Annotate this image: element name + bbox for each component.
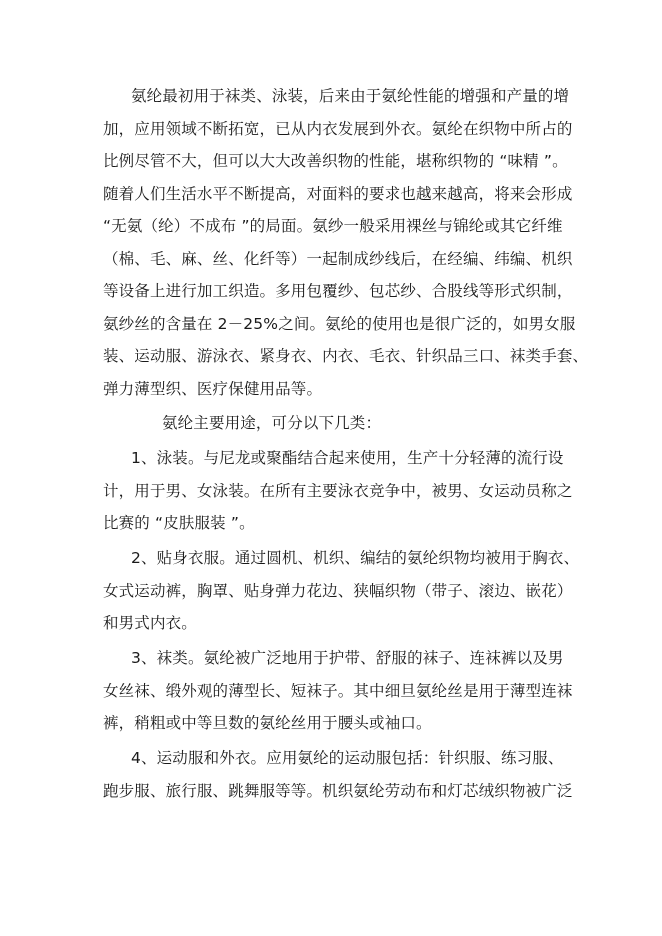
text-line: 1、泳装。与尼龙或聚酯结合起来使用，生产十分轻薄的流行设	[131, 449, 564, 467]
text-line: 比赛的 “皮肤服装 ”。	[103, 514, 255, 532]
text-line: 女丝袜、缎外观的薄型长、短袜子。其中细旦氨纶丝是用于薄型连袜	[103, 682, 573, 700]
text-line: 跑步服、旅行服、跳舞服等等。机织氨纶劳动布和灯芯绒织物被广泛	[103, 782, 573, 800]
text-line: 4、运动服和外衣。应用氨纶的运动服包括：针织服、练习服、	[131, 749, 564, 767]
text-line: 裤，稍粗或中等旦数的氨纶丝用于腰头或袖口。	[103, 714, 432, 732]
text-line: （棉、毛、麻、丝、化纤等）一起制成纱线后，在经编、纬编、机织	[103, 250, 573, 268]
section-heading: 氨纶主要用途，可分以下几类：	[162, 414, 382, 432]
text-line: “无氨（纶）不成布 ”的局面。氨纱一般采用裸丝与锦纶或其它纤维	[103, 217, 563, 235]
text-line: 女式运动裤，胸罩、贴身弹力花边、狭幅织物（带子、滚边、嵌花）	[103, 582, 573, 600]
text-line: 装、运动服、游泳衣、紧身衣、内衣、毛衣、针织品三口、袜类手套、	[103, 347, 589, 365]
text-line: 3、袜类。氨纶被广泛地用于护带、舒服的袜子、连袜裤以及男	[131, 649, 564, 667]
text-line: 随着人们生活水平不断提高，对面料的要求也越来越高，将来会形成	[103, 185, 573, 203]
text-line: 比例尽管不大，但可以大大改善织物的性能，堪称织物的 “味精 ”。	[103, 152, 568, 170]
text-line: 2、贴身衣服。通过圆机、机织、编结的氨纶织物均被用于胸衣、	[131, 549, 580, 567]
text-line: 和男式内衣。	[103, 614, 197, 632]
text-line: 弹力薄型织、医疗保健用品等。	[103, 380, 323, 398]
text-line: 氨纱丝的含量在 2－25%之间。氨纶的使用也是很广泛的，如男女服	[103, 315, 576, 333]
text-line: 等设备上进行加工织造。多用包覆纱、包芯纱、合股线等形式织制，	[103, 282, 573, 300]
text-line: 加，应用领域不断拓宽，已从内衣发展到外衣。氨纶在织物中所占的	[103, 120, 573, 138]
text-line: 氨纶最初用于袜类、泳装，后来由于氨纶性能的增强和产量的增	[131, 87, 570, 105]
text-line: 计，用于男、女泳装。在所有主要泳衣竞争中，被男、女运动员称之	[103, 482, 573, 500]
